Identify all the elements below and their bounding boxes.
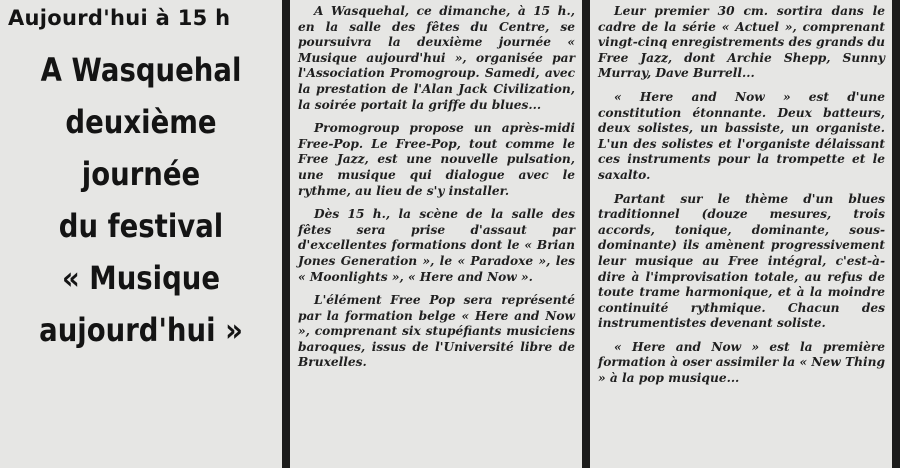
paragraph: Dès 15 h., la scène de la salle des fêtes sera prise d'assaut par d'excellentes formations dont le « Brian Jones Generation », le « Paradoxe », les « Moonlights », « Here and Now ». [298, 207, 575, 284]
headline-line: journée [81, 155, 201, 193]
paragraph: « Here and Now » est d'une constitution étonnante. Deux batteurs, deux solistes, un bassiste, un organiste. L'un des solistes et l'organiste délaissant ces instruments pour la trompette et le saxalto. [598, 89, 885, 182]
paragraph: Partant sur le thème d'un blues traditionnel (douze mesures, trois accords, tonique, dominante, sous-dominante) ils amènent progressivement leur musique au Free intégral, c'est-à-dire à l'improvisation totale, au refus de toute trame harmonique, et à la moindre continuité rythmique. Chacun des instrumentistes devenant soliste. [598, 191, 885, 331]
paragraph: L'élément Free Pop sera représenté par la formation belge « Here and Now », comprenant six stupéfiants musiciens baroques, issus de l'Université libre de Bruxelles. [298, 293, 575, 370]
paragraph: Leur premier 30 cm. sortira dans le cadre de la série « Actuel », comprenant vingt-cinq enregistrements des grands du Free Jazz, dont Archie Shepp, Sunny Murray, Dave Burrell... [598, 4, 885, 81]
headline-line: A Wasquehal [40, 51, 242, 89]
paragraph: Promogroup propose un après-midi Free-Pop. Le Free-Pop, tout comme le Free Jazz, est une nouvelle pulsation, une musique qui dialogue avec le rythme, au lieu de s'y installer. [298, 121, 575, 198]
headline-line: aujourd'hui » [39, 311, 243, 349]
kicker: Aujourd'hui à 15 h [8, 6, 231, 30]
headline-column [0, 0, 282, 468]
headline-line: « Musique [61, 259, 221, 297]
article-column-2 [290, 0, 582, 468]
paragraph: A Wasquehal, ce dimanche, à 15 h., en la salle des fêtes du Centre, se poursuivra la deuxième journée « Musique aujourd'hui », organisée par l'Association Promogroup. Samedi, avec la prestation de l'Alan Jack Civilization, la soirée portait la griffe du blues... [298, 4, 575, 112]
headline-line: deuxième [65, 103, 217, 141]
headline-line: du festival [58, 207, 224, 245]
article-column-3 [590, 0, 892, 468]
paragraph: « Here and Now » est la première formation à oser assimiler la « New Thing » à la pop musique... [598, 339, 885, 386]
headline [6, 44, 276, 356]
